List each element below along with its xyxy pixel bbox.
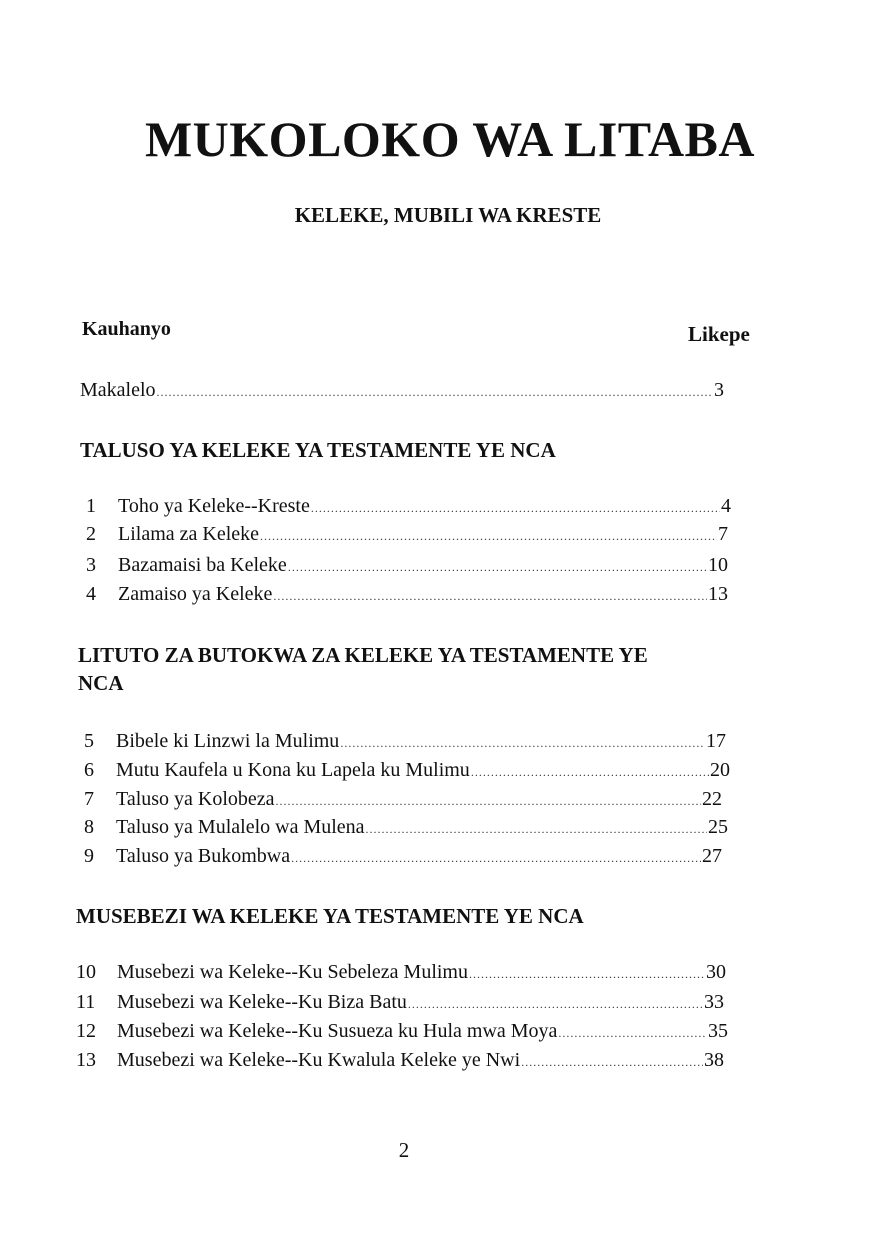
toc-entry-page: 35 <box>708 1020 728 1042</box>
toc-entry-label: Taluso ya Mulalelo wa Mulena <box>116 816 365 838</box>
column-header-page: Likepe <box>688 322 750 346</box>
toc-entry-label: Musebezi wa Keleke--Ku Kwalula Keleke ye Nwi <box>117 1049 521 1071</box>
toc-entry <box>86 492 731 520</box>
dot-leader <box>408 990 703 1018</box>
toc-entry-page: 4 <box>721 495 731 517</box>
dot-leader <box>291 844 701 872</box>
toc-entry <box>84 756 730 784</box>
toc-entry <box>76 1017 728 1045</box>
page-title: MUKOLOKO WA LITABA <box>144 111 756 167</box>
toc-entry-number: 1 <box>86 495 96 517</box>
dot-leader <box>311 494 720 522</box>
toc-entry-number: 6 <box>84 759 94 781</box>
toc-entry <box>76 988 724 1016</box>
toc-entry-label: Taluso ya Kolobeza <box>116 788 275 810</box>
section-heading: MUSEBEZI WA KELEKE YA TESTAMENTE YE NCA <box>76 904 584 928</box>
toc-entry <box>84 727 726 755</box>
toc-entry-page: 27 <box>702 845 722 867</box>
dot-leader <box>558 1019 707 1047</box>
section-heading <box>78 641 648 697</box>
column-header-chapter: Kauhanyo <box>82 318 171 340</box>
toc-entry-number: 5 <box>84 730 94 752</box>
toc-entry-page: 7 <box>718 523 728 545</box>
toc-entry-page: 30 <box>706 961 726 983</box>
toc-entry-label: Mutu Kaufela u Kona ku Lapela ku Mulimu <box>116 759 470 781</box>
toc-entry <box>84 842 722 870</box>
dot-leader <box>469 960 705 988</box>
toc-entry-page: 22 <box>702 788 722 810</box>
dot-leader <box>276 787 701 815</box>
dot-leader <box>273 582 707 610</box>
toc-entry-label: Zamaiso ya Keleke <box>118 583 273 605</box>
toc-entry-page: 3 <box>714 379 724 401</box>
page-number: 2 <box>398 1138 410 1162</box>
toc-entry <box>84 785 722 813</box>
toc-entry-number: 11 <box>76 991 96 1013</box>
dot-leader <box>288 553 707 581</box>
dot-leader <box>471 758 709 786</box>
toc-entry-label: Bazamaisi ba Keleke <box>118 554 287 576</box>
toc-entry-number: 7 <box>84 788 94 810</box>
toc-entry-number: 9 <box>84 845 94 867</box>
dot-leader <box>521 1048 703 1076</box>
toc-entry-label: Bibele ki Linzwi la Mulimu <box>116 730 340 752</box>
toc-entry-number: 3 <box>86 554 96 576</box>
toc-entry-label: Taluso ya Bukombwa <box>116 845 291 867</box>
toc-entry-intro <box>80 376 724 404</box>
toc-entry-number: 12 <box>76 1020 96 1042</box>
page-subtitle: KELEKE, MUBILI WA KRESTE <box>294 203 602 227</box>
toc-entry-page: 33 <box>704 991 724 1013</box>
toc-entry-label: Toho ya Keleke--Kreste <box>118 495 310 517</box>
dot-leader <box>340 729 705 757</box>
toc-entry-number: 8 <box>84 816 94 838</box>
toc-entry-label: Musebezi wa Keleke--Ku Sebeleza Mulimu <box>117 961 468 983</box>
toc-entry-page: 17 <box>706 730 726 752</box>
toc-entry-number: 13 <box>76 1049 96 1071</box>
toc-entry <box>76 1046 724 1074</box>
toc-entry-label: Musebezi wa Keleke--Ku Biza Batu <box>117 991 407 1013</box>
toc-entry-page: 10 <box>708 554 728 576</box>
toc-entry-page: 38 <box>704 1049 724 1071</box>
dot-leader <box>157 378 713 406</box>
toc-entry <box>86 551 728 579</box>
toc-entry-label: Makalelo <box>80 379 156 401</box>
section-heading: TALUSO YA KELEKE YA TESTAMENTE YE NCA <box>80 438 556 462</box>
toc-entry-page: 13 <box>708 583 728 605</box>
toc-entry-label: Musebezi wa Keleke--Ku Susueza ku Hula mwa Moya <box>117 1020 558 1042</box>
dot-leader <box>366 815 707 843</box>
toc-entry-label: Lilama za Keleke <box>118 523 260 545</box>
toc-entry-number: 2 <box>86 523 96 545</box>
section-heading-line: NCA <box>78 671 124 695</box>
toc-entry-number: 4 <box>86 583 96 605</box>
toc-entry <box>86 520 728 548</box>
toc-entry-page: 20 <box>710 759 730 781</box>
section-heading-line: LITUTO ZA BUTOKWA ZA KELEKE YA TESTAMENTE YE <box>78 643 648 667</box>
toc-entry <box>86 580 728 608</box>
dot-leader <box>260 522 717 550</box>
toc-entry <box>84 813 728 841</box>
toc-entry <box>76 958 726 986</box>
toc-entry-page: 25 <box>708 816 728 838</box>
toc-entry-number: 10 <box>76 961 96 983</box>
